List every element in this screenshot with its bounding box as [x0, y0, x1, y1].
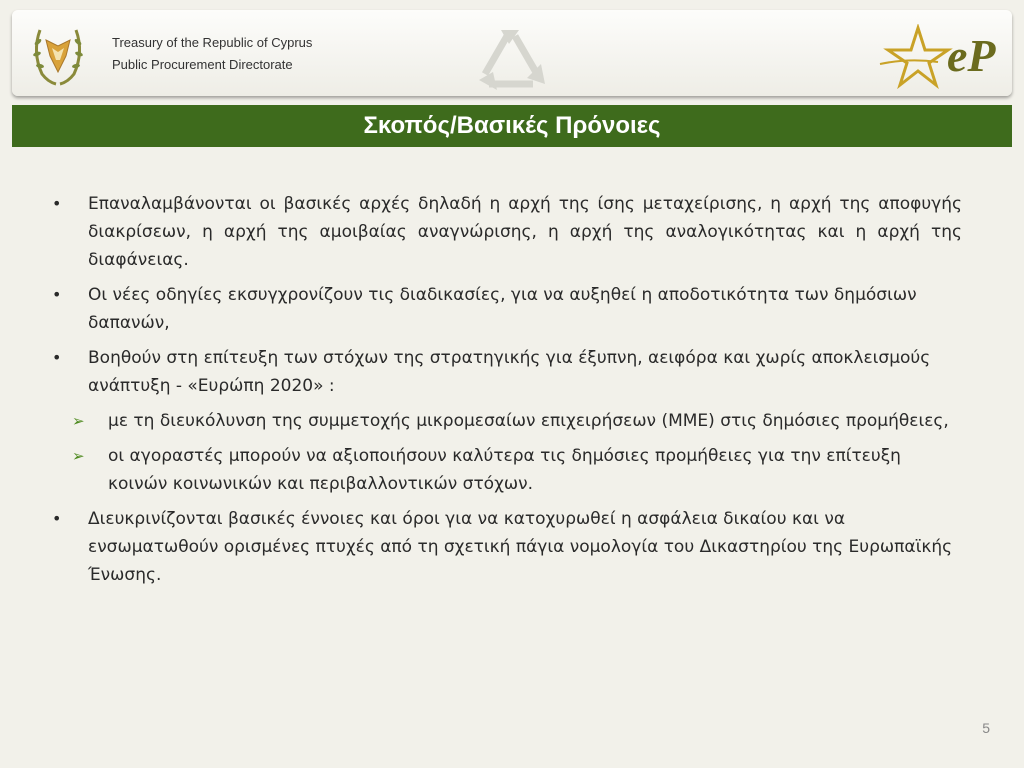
page-number: 5 — [982, 720, 990, 736]
org-line-2: Public Procurement Directorate — [112, 57, 293, 72]
arrow-bullet-icon: ➢ — [72, 447, 85, 465]
bullet-icon: • — [52, 194, 62, 213]
list-item — [52, 190, 962, 274]
bullet-text: Διευκρινίζονται βασικές έννοιες και όροι για να κατοχυρωθεί η ασφάλεια δικαίου και να ενσωματωθούν ορισμένες πτυχές από τη σχετική πάγια νομολογία του Δικαστηρίου της Ευρωπαϊκής Ένωσης. — [88, 509, 953, 585]
cyprus-emblem-icon — [30, 22, 86, 88]
recycle-watermark-icon — [475, 28, 555, 94]
list-item — [52, 505, 962, 589]
org-line-1: Treasury of the Republic of Cyprus — [112, 35, 313, 50]
slide-header — [12, 10, 1012, 96]
slide-title: Σκοπός/Βασικές Πρόνοιες — [363, 112, 661, 139]
slide-content — [52, 190, 962, 596]
bullet-icon: • — [52, 509, 62, 528]
organization-name — [112, 32, 312, 76]
title-bar — [12, 105, 1012, 147]
bullet-icon: • — [52, 348, 62, 367]
bullet-text: Βοηθούν στη επίτευξη των στόχων της στρατηγικής για έξυπνη, αειφόρα και χωρίς αποκλεισμούς ανάπτυξη - «Ευρώπη 2020» : — [88, 348, 931, 396]
list-item — [52, 344, 962, 400]
sub-list-item — [72, 407, 962, 435]
list-item — [52, 281, 962, 337]
arrow-bullet-icon: ➢ — [72, 412, 85, 430]
sub-bullet-text: με τη διευκόλυνση της συμμετοχής μικρομεσαίων επιχειρήσεων (ΜΜΕ) στις δημόσιες προμήθειες, — [108, 411, 949, 431]
bullet-text: Οι νέες οδηγίες εκσυγχρονίζουν τις διαδικασίες, για να αυξηθεί η αποδοτικότητα των δημόσιων δαπανών, — [88, 285, 917, 333]
ep-logo-text: eP — [947, 30, 996, 81]
sub-bullet-text: οι αγοραστές μπορούν να αξιοποιήσουν καλύτερα τις δημόσιες προμήθειες για την επίτευξη κοινών κοινωνικών και περιβαλλοντικών στόχων. — [108, 446, 901, 494]
bullet-icon: • — [52, 285, 62, 304]
sub-list-item — [72, 442, 962, 498]
bullet-text: Επαναλαμβάνονται οι βασικές αρχές δηλαδή η αρχή της ίσης μεταχείρισης, η αρχή της αποφυγής διακρίσεων, η αρχή της αμοιβαίας αναγνώρισης, η αρχή της αναλογικότητας και η αρχή της διαφάνειας. — [88, 194, 962, 270]
